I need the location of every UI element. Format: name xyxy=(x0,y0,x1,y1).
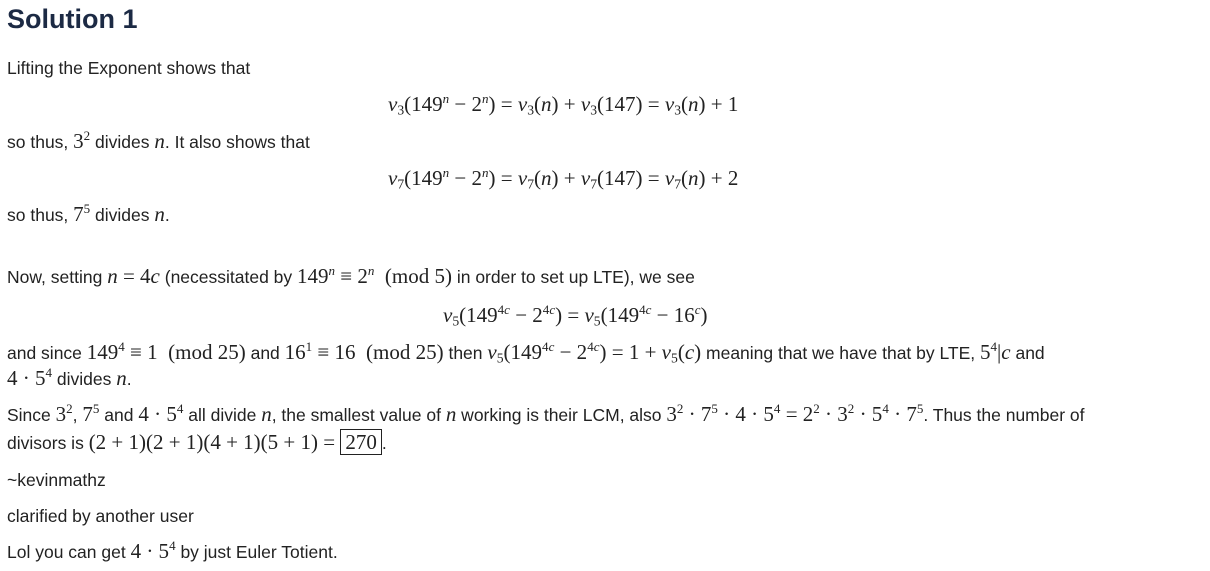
equation-v5: $v_5(149^{4c} - 2^{4c}) = v_5(149^{4c} - 16^c)$ xyxy=(443,302,708,329)
equation-v3: $v_3(149^n - 2^n) = v_3(n) + v_3(147) = v_3(n) + 1$ xyxy=(388,91,739,118)
intro-line: Lifting the Exponent shows that xyxy=(7,58,251,78)
author-signature: ~kevinmathz xyxy=(7,470,106,490)
line-since-lcm: Since $3^2$, $7^5$ and $4 \cdot 5^4$ all divide n, the smallest value of n working is their LCM, also $3^2 \cdot 7^5 \cdot 4 \cdot 5^4 = 2^2 \cdot 3^2 \cdot 5^4 \cdot 7^5$. Thus the number of xyxy=(7,401,1085,426)
line-now-setting: Now, setting n = 4c (necessitated by $149^n \equiv 2^n$ (mod 5) in order to set up LTE), we see xyxy=(7,263,695,288)
solution-heading: Solution 1 xyxy=(7,4,138,34)
line-7-fifth-divides: so thus, $7^5$ divides n. xyxy=(7,201,170,226)
boxed-answer: 270 xyxy=(340,429,382,455)
equation-v7: $v_7(149^n - 2^n) = v_7(n) + v_7(147) = v_7(n) + 2$ xyxy=(388,165,739,192)
euler-note: Lol you can get $4 \cdot 5^4$ by just Euler Totient. xyxy=(7,538,338,563)
line-divisors: divisors is (2 + 1)(2 + 1)(4 + 1)(5 + 1) = 270 . xyxy=(7,430,387,454)
line-and-since: and since $149^4 \equiv 1$ (mod 25) and $16^1 \equiv 16$ (mod 25) then $v_5(149^{4c} - 2^{4c}) = 1 + v_5(c)$ meaning that we have that by LTE, $5^4|c$ and xyxy=(7,339,1045,366)
line-3-squared-divides: so thus, $3^2$ divides n. It also shows that xyxy=(7,128,310,153)
line-4-5-divides: $4 \cdot 5^4$ divides n. xyxy=(7,365,132,390)
clarified-note: clarified by another user xyxy=(7,506,194,526)
